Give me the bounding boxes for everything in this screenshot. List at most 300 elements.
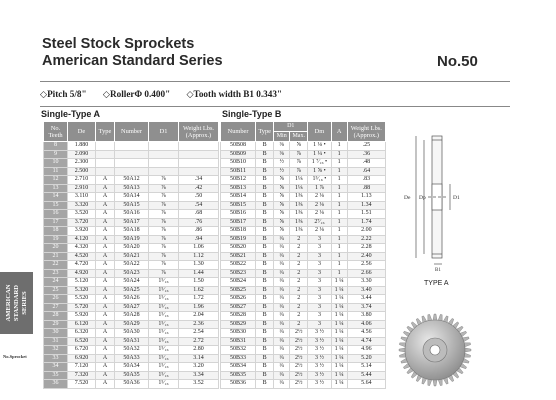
page-title	[42, 36, 223, 70]
cell-de: 5.120	[68, 278, 96, 287]
cell-de: 4.320	[68, 244, 96, 253]
cell-a: 1	[331, 261, 347, 270]
table-row	[44, 320, 219, 329]
table-row	[221, 159, 386, 168]
cell-type: B	[256, 150, 274, 159]
cell-type: A	[96, 346, 115, 355]
cell-teeth: 10	[44, 159, 68, 168]
table-row	[44, 176, 219, 185]
pitch-spec: ◇Pitch 5/8"	[40, 89, 87, 99]
table-row	[221, 320, 386, 329]
table-row	[44, 193, 219, 202]
cell-de: 4.120	[68, 235, 96, 244]
cell-d1-min: ¾	[274, 380, 290, 389]
cell-weight: 1.51	[347, 210, 385, 219]
cell-de: 4.520	[68, 252, 96, 261]
cell-a: 1 ¼	[331, 380, 347, 389]
cell-number: 50B19	[221, 235, 256, 244]
cell-de: 2.500	[68, 167, 96, 176]
cell-dm: 3 ½	[308, 346, 331, 355]
table-row	[221, 244, 386, 253]
cell-de: 5.720	[68, 303, 96, 312]
cell-dm: 3 ½	[308, 363, 331, 372]
cell-type: B	[256, 380, 274, 389]
cell-dm: 3	[308, 235, 331, 244]
table-row	[44, 184, 219, 193]
cell-type: A	[96, 235, 115, 244]
cell-weight: 3.30	[347, 278, 385, 287]
cell-d1-min: ¾	[274, 337, 290, 346]
cell-a: 1	[331, 252, 347, 261]
cell-d1: ⅞	[149, 235, 179, 244]
cell-teeth: 33	[44, 354, 68, 363]
cell-d1-max: ⅞	[290, 150, 308, 159]
cell-teeth: 18	[44, 227, 68, 236]
cell-type: B	[256, 227, 274, 236]
cell-number: 50A31	[115, 337, 149, 346]
cell-d1: 1⁵⁄₁₆	[149, 337, 179, 346]
cell-weight: 1.96	[179, 303, 219, 312]
cell-d1-min: ¾	[274, 278, 290, 287]
cell-a: 1	[331, 150, 347, 159]
cell-teeth: 25	[44, 286, 68, 295]
cell-d1-max: 2	[290, 320, 308, 329]
cell-d1-max: 2½	[290, 380, 308, 389]
cell-number: 50A25	[115, 286, 149, 295]
cell-weight: .64	[347, 167, 385, 176]
cell-number	[115, 167, 149, 176]
cell-teeth: 13	[44, 184, 68, 193]
cell-weight: .42	[179, 184, 219, 193]
cell-d1: ⅞	[149, 176, 179, 185]
cell-number: 50A13	[115, 184, 149, 193]
cell-type: B	[256, 193, 274, 202]
table-row	[44, 354, 219, 363]
table-row	[44, 235, 219, 244]
cell-d1: 1⁵⁄₁₆	[149, 354, 179, 363]
cell-number: 50B14	[221, 193, 256, 202]
cell-d1: 1⁵⁄₁₆	[149, 380, 179, 389]
cell-type: B	[256, 261, 274, 270]
cell-teeth: 14	[44, 193, 68, 202]
cell-number: 50A14	[115, 193, 149, 202]
cell-weight: 3.34	[179, 371, 219, 380]
cell-d1-max: 2	[290, 303, 308, 312]
cell-weight: 3.40	[347, 286, 385, 295]
cell-d1-min: ½	[274, 167, 290, 176]
cell-d1-min: ¾	[274, 261, 290, 270]
cell-dm: 3	[308, 252, 331, 261]
cell-weight: 3.14	[179, 354, 219, 363]
cell-weight: .25	[347, 142, 385, 151]
cell-type: B	[256, 142, 274, 151]
cell-a: 1 ¼	[331, 346, 347, 355]
cell-d1-max: 2	[290, 295, 308, 304]
label-de: De	[404, 195, 411, 201]
cell-type: B	[256, 303, 274, 312]
cell-type: A	[96, 261, 115, 270]
cell-weight: 3.20	[179, 363, 219, 372]
cell-teeth: 15	[44, 201, 68, 210]
cell-teeth: 26	[44, 295, 68, 304]
cell-weight: 2.00	[347, 227, 385, 236]
cell-de: 4.920	[68, 269, 96, 278]
cell-de: 3.110	[68, 193, 96, 202]
cell-number: 50B12	[221, 176, 256, 185]
cell-type: A	[96, 269, 115, 278]
cell-d1-max: 1⅜	[290, 227, 308, 236]
side-tab-line-1: AMERICAN STANDARD	[4, 284, 20, 322]
col-header-d1-min: Min	[274, 132, 290, 142]
table-row	[44, 167, 219, 176]
cell-weight: .94	[179, 235, 219, 244]
cell-number: 50A33	[115, 354, 149, 363]
cell-weight: .88	[347, 184, 385, 193]
cell-type: B	[256, 320, 274, 329]
cell-number: 50B10	[221, 159, 256, 168]
cell-teeth: 22	[44, 261, 68, 270]
cell-d1	[149, 167, 179, 176]
cell-d1: 1⁵⁄₁₆	[149, 320, 179, 329]
table-row	[221, 261, 386, 270]
cell-d1: 1⁵⁄₁₆	[149, 278, 179, 287]
cell-de: 4.720	[68, 261, 96, 270]
cell-d1: ⅞	[149, 184, 179, 193]
side-tab	[0, 272, 33, 334]
cell-number: 50B33	[221, 354, 256, 363]
cell-d1-max: 1⅜	[290, 210, 308, 219]
cell-number: 50B27	[221, 303, 256, 312]
cell-number: 50B16	[221, 210, 256, 219]
cell-weight: .86	[179, 227, 219, 236]
cell-d1-min: ⅜	[274, 150, 290, 159]
cell-dm: 3 ½	[308, 337, 331, 346]
cell-number: 50A30	[115, 329, 149, 338]
cell-dm: 2⁷⁄₁₆	[308, 218, 331, 227]
cell-type: A	[96, 210, 115, 219]
cell-d1-max: 2½	[290, 337, 308, 346]
col-header-number: Number	[115, 122, 149, 142]
cell-weight: 2.04	[179, 312, 219, 321]
col-header-a: A	[331, 122, 347, 142]
cell-a: 1	[331, 235, 347, 244]
cell-a: 1 ¼	[331, 286, 347, 295]
cell-d1: 1⁵⁄₁₆	[149, 295, 179, 304]
cell-d1-min: ¾	[274, 329, 290, 338]
cell-d1-max: 1⅜	[290, 201, 308, 210]
cell-dm: 3	[308, 320, 331, 329]
cell-type: A	[96, 295, 115, 304]
cell-weight: 1.34	[347, 201, 385, 210]
cell-a: 1	[331, 201, 347, 210]
cell-number: 50B36	[221, 380, 256, 389]
table-row	[44, 150, 219, 159]
table-row	[221, 218, 386, 227]
cell-weight: 1.44	[179, 269, 219, 278]
cell-dm: 3	[308, 312, 331, 321]
cell-dm: 1 ⅝ •	[308, 167, 331, 176]
table-row	[221, 167, 386, 176]
cell-d1: 1⁵⁄₁₆	[149, 363, 179, 372]
cell-weight: 4.74	[347, 337, 385, 346]
cell-dm: 2 ⅛	[308, 201, 331, 210]
table-row	[44, 252, 219, 261]
table-row	[221, 380, 386, 389]
cell-a: 1	[331, 244, 347, 253]
table-row	[44, 261, 219, 270]
cell-type: A	[96, 184, 115, 193]
cell-weight: 1.74	[347, 218, 385, 227]
cell-type: A	[96, 354, 115, 363]
cell-number: 50B24	[221, 278, 256, 287]
cell-type: A	[96, 363, 115, 372]
cell-weight: 4.06	[347, 320, 385, 329]
cell-type: A	[96, 329, 115, 338]
cell-type: A	[96, 303, 115, 312]
cell-number: 50A34	[115, 363, 149, 372]
cell-weight: 3.74	[347, 303, 385, 312]
cell-weight: 1.06	[179, 244, 219, 253]
cell-type: B	[256, 346, 274, 355]
cell-teeth: 9	[44, 150, 68, 159]
cell-number: 50A20	[115, 244, 149, 253]
cell-teeth: 12	[44, 176, 68, 185]
table-row	[221, 235, 386, 244]
cell-de: 6.720	[68, 346, 96, 355]
cell-weight: 5.44	[347, 371, 385, 380]
cell-de: 2.090	[68, 150, 96, 159]
cell-type: B	[256, 176, 274, 185]
cell-number: 50A28	[115, 312, 149, 321]
cell-number: 50A22	[115, 261, 149, 270]
table-row	[221, 363, 386, 372]
cell-type: B	[256, 371, 274, 380]
cell-d1-min: ¾	[274, 286, 290, 295]
title-line-1: Steel Stock Sprockets	[42, 36, 195, 52]
cell-dm: 3	[308, 269, 331, 278]
cell-teeth: 36	[44, 380, 68, 389]
table-row	[221, 337, 386, 346]
cell-dm: 1 ⁷⁄₁₆ •	[308, 159, 331, 168]
cell-de: 2.300	[68, 159, 96, 168]
table-row	[221, 346, 386, 355]
cell-type: A	[96, 252, 115, 261]
cell-weight: 2.66	[347, 269, 385, 278]
cell-de: 6.120	[68, 320, 96, 329]
cell-type: A	[96, 286, 115, 295]
cell-d1-min: ¾	[274, 252, 290, 261]
cell-d1-min: ½	[274, 159, 290, 168]
cell-number: 50A23	[115, 269, 149, 278]
col-header-de: De	[68, 122, 96, 142]
cell-dm: 3 ½	[308, 380, 331, 389]
cell-de: 5.320	[68, 286, 96, 295]
cell-de: 2.910	[68, 184, 96, 193]
cell-a: 1 ¼	[331, 303, 347, 312]
cell-de: 1.880	[68, 142, 96, 151]
cell-dm: 1 ¼ •	[308, 150, 331, 159]
cell-type	[96, 142, 115, 151]
cell-weight: 1.72	[179, 295, 219, 304]
cell-number: 50B26	[221, 295, 256, 304]
cell-number: 50A26	[115, 295, 149, 304]
cell-d1-max: 2	[290, 269, 308, 278]
cell-teeth: 17	[44, 218, 68, 227]
cell-type	[96, 159, 115, 168]
cell-weight: .54	[179, 201, 219, 210]
cell-weight: .48	[347, 159, 385, 168]
cell-number: 50B29	[221, 320, 256, 329]
cell-number: 50B11	[221, 167, 256, 176]
divider-top	[40, 81, 510, 82]
cell-d1-min: ⅝	[274, 184, 290, 193]
cell-de: 6.520	[68, 337, 96, 346]
cell-type: A	[96, 320, 115, 329]
cell-number: 50B32	[221, 346, 256, 355]
cell-d1-min: ¾	[274, 235, 290, 244]
cell-weight: 3.44	[347, 295, 385, 304]
cell-d1: 1⁵⁄₁₆	[149, 312, 179, 321]
table-row	[221, 184, 386, 193]
cell-type: A	[96, 278, 115, 287]
cell-number: 50A15	[115, 201, 149, 210]
cell-type: B	[256, 269, 274, 278]
sprocket-drawing	[398, 132, 478, 272]
cell-weight: .83	[347, 176, 385, 185]
cell-type: B	[256, 201, 274, 210]
cell-weight: .50	[179, 193, 219, 202]
cell-dm: 1 ⅞	[308, 184, 331, 193]
cell-d1-min: ⅝	[274, 227, 290, 236]
table-row	[221, 227, 386, 236]
cell-weight	[179, 142, 219, 151]
cell-dm: 2 ⅛	[308, 210, 331, 219]
cell-number: 50A12	[115, 176, 149, 185]
side-tab-label: No.Sprocket	[3, 354, 27, 359]
cell-d1: ⅞	[149, 244, 179, 253]
table-row	[221, 176, 386, 185]
cell-d1-min: ⅜	[274, 142, 290, 151]
table-row	[44, 142, 219, 151]
cell-d1: 1⁵⁄₁₆	[149, 371, 179, 380]
cell-number: 50B20	[221, 244, 256, 253]
table-row	[44, 312, 219, 321]
cell-de: 5.520	[68, 295, 96, 304]
cell-d1: 1⁵⁄₁₆	[149, 286, 179, 295]
cell-type: A	[96, 176, 115, 185]
cell-teeth: 30	[44, 329, 68, 338]
cell-dm: 3 ½	[308, 329, 331, 338]
cell-d1-max: 2½	[290, 346, 308, 355]
cell-d1-max: 2	[290, 261, 308, 270]
cell-weight: .76	[179, 218, 219, 227]
cell-d1-min: ¾	[274, 269, 290, 278]
cell-dm: 3	[308, 295, 331, 304]
cell-a: 1 ¼	[331, 337, 347, 346]
cell-d1-min: ¾	[274, 363, 290, 372]
cell-teeth: 34	[44, 363, 68, 372]
cell-number: 50A35	[115, 371, 149, 380]
cell-d1: ⅞	[149, 261, 179, 270]
table-row	[221, 286, 386, 295]
cell-a: 1 ¼	[331, 295, 347, 304]
cell-d1: 1⁵⁄₁₆	[149, 329, 179, 338]
cell-weight: 1.30	[179, 261, 219, 270]
cell-d1: ⅞	[149, 201, 179, 210]
cell-type: B	[256, 235, 274, 244]
cell-dm: 3 ½	[308, 354, 331, 363]
cell-weight: 5.14	[347, 363, 385, 372]
cell-weight: 2.54	[179, 329, 219, 338]
table-row	[221, 303, 386, 312]
col-header-teeth: No. Teeth	[44, 122, 68, 142]
cell-de: 3.520	[68, 210, 96, 219]
cell-dm: 2 ⅛	[308, 227, 331, 236]
cell-weight: .68	[179, 210, 219, 219]
table-row	[44, 159, 219, 168]
col-header-d1-max: Max.	[290, 132, 308, 142]
cell-d1-min: ¾	[274, 346, 290, 355]
cell-d1-max: 2½	[290, 371, 308, 380]
cell-a: 1 ¼	[331, 312, 347, 321]
cell-d1-max: 2	[290, 286, 308, 295]
label-dp: Dp	[419, 195, 426, 201]
cell-weight: 2.36	[179, 320, 219, 329]
table-row	[221, 295, 386, 304]
cell-dm: 3	[308, 261, 331, 270]
cell-a: 1	[331, 210, 347, 219]
cell-weight: 4.96	[347, 346, 385, 355]
table-row	[44, 329, 219, 338]
cell-number	[115, 142, 149, 151]
cell-type: A	[96, 371, 115, 380]
cell-d1: ⅞	[149, 252, 179, 261]
col-header-type: Type	[96, 122, 115, 142]
cell-a: 1	[331, 269, 347, 278]
cell-teeth: 11	[44, 167, 68, 176]
cell-d1	[149, 142, 179, 151]
cell-d1: ⅞	[149, 218, 179, 227]
cell-a: 1 ¼	[331, 278, 347, 287]
cell-de: 7.120	[68, 363, 96, 372]
cell-type: A	[96, 337, 115, 346]
cell-number: 50A24	[115, 278, 149, 287]
cell-number: 50A27	[115, 303, 149, 312]
cell-d1	[149, 159, 179, 168]
cell-d1-min: ⅝	[274, 201, 290, 210]
col-header-weight: Weight Lbs. (Approx.)	[347, 122, 385, 142]
table-row	[221, 201, 386, 210]
cell-d1-max: 2	[290, 235, 308, 244]
cell-number: 50B30	[221, 329, 256, 338]
cell-number: 50A18	[115, 227, 149, 236]
cell-number: 50B21	[221, 252, 256, 261]
cell-a: 1 ¼	[331, 329, 347, 338]
table-row	[221, 193, 386, 202]
cell-type: B	[256, 218, 274, 227]
cell-teeth: 28	[44, 312, 68, 321]
cell-type: B	[256, 329, 274, 338]
cell-d1: ⅞	[149, 227, 179, 236]
cell-d1-max: 2	[290, 278, 308, 287]
section-title-a: Single-Type A	[41, 109, 101, 119]
label-b1: B1	[435, 268, 441, 272]
cell-dm: 1 ⅛ •	[308, 142, 331, 151]
table-row	[44, 210, 219, 219]
cell-teeth: 23	[44, 269, 68, 278]
cell-type: B	[256, 210, 274, 219]
cell-a: 1	[331, 142, 347, 151]
